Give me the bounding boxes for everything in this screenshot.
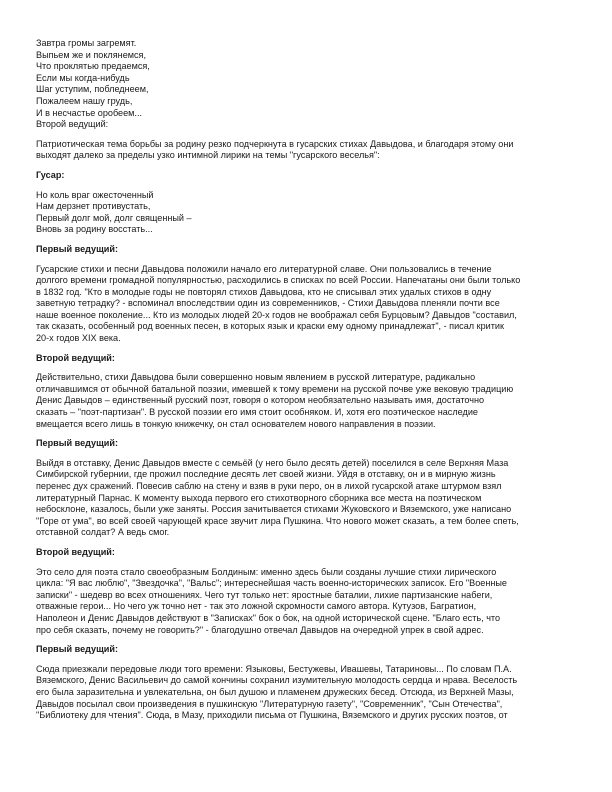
speaker-heading: Второй ведущий: xyxy=(36,546,115,557)
text-line: так сказать, особенный род военных песен, в которых язык и краски ему одному принадлежат", - писал критик xyxy=(36,321,504,332)
document-page xyxy=(36,38,584,730)
text-line: отважные герои... Но чего уж точно нет - так это ложной скромности самого автора. Кутузов, Багратион, xyxy=(36,601,477,612)
poem-line: Второй ведущий: xyxy=(36,119,109,130)
text-line: заветную тетрадку? - вспоминал впоследствии один из современников, - Стихи Давыдова пленяли почти все xyxy=(36,298,500,309)
text-line: небосклоне, казалось, были уже заняты. Россия зачитывается стихами Жуковского и Вяземского, уже написано xyxy=(36,504,512,515)
text-line: отличавшимся от обычной батальной поэзии, имевшей к тому времени на русской почве уже вековую традицию xyxy=(36,383,514,394)
paragraph xyxy=(36,664,584,722)
text-line: перенес дух сражений. Повесив саблю на стену и взяв в руки перо, он в лихой гусарской атаке штурмом взял xyxy=(36,481,502,491)
text-line: в 1832 год. "Кто в молодые годы не повторял стихов Давыдова, кто не списывал этих удалых стихов в одну xyxy=(36,286,492,297)
speaker-heading: Первый ведущий: xyxy=(36,644,118,655)
paragraph xyxy=(36,372,584,430)
text-line: Патриотическая тема борьбы за родину резко подчеркнута в гусарских стихах Давыдова, и благодаря этому они xyxy=(36,138,514,149)
poem-line: Первый долг мой, долг священный – xyxy=(36,212,192,223)
text-line: Гусарские стихи и песни Давыдова положили начало его литературной славе. Они пользовались в течение xyxy=(36,263,492,274)
poem-line: Выпьем же и поклянемся, xyxy=(36,49,146,60)
poem-line: Вновь за родину восстать... xyxy=(36,224,153,235)
text-line: Симбирской губернии, где прожил последние десять лет своей жизни. Уйдя в отставку, он и в мирную жизнь xyxy=(36,469,496,480)
text-line: "Библиотеку для чтения". Сюда, в Мазу, приходили письма от Пушкина, Вяземского и других русских поэтов, от xyxy=(36,710,508,721)
speaker-heading: Первый ведущий: xyxy=(36,438,118,449)
poem-line: И в несчастье оробеем... xyxy=(36,107,142,118)
text-line: долгого времени громадной популярностью, расходились в списках по всей России. Напечатаны они были только xyxy=(36,275,521,286)
text-line: выходят далеко за пределы узко интимной лирики на темы "гусарского веселья": xyxy=(36,150,380,161)
text-line: Наполеон и Денис Давыдов действуют в "Записках" бок о бок, на одной исторической сцене. "Благо есть, что xyxy=(36,612,501,623)
text-line: цикла: "Я вас люблю", "Звездочка", "Вальс"; интереснейшая часть военно-исторических записок. Его "Военные xyxy=(36,578,507,589)
text-line: сказать – "поэт-партизан". В русской поэзии его имя стоит особняком. И, хотя его поэтическое наследие xyxy=(36,407,478,418)
text-line: наше военное поколение... Кто из молодых людей 20-х годов не воображал себя Бурцовым? Давыдов "составил, xyxy=(36,309,517,320)
text-line: отставной солдат? А ведь смог. xyxy=(36,527,170,538)
poem-line: Если мы когда-нибудь xyxy=(36,72,130,83)
poem-line: Шаг уступим, побледнеем, xyxy=(36,84,149,95)
poem-stanza xyxy=(36,38,584,131)
text-line: вмещается всего лишь в тонкую книжечку, он стал основателем нового направления в поэзии. xyxy=(36,418,436,429)
text-line: Давыдов посылал свои произведения в пушкинскую "Литературную газету", "Современник", "Сын Отечества", xyxy=(36,698,503,709)
text-line: Выйдя в отставку, Денис Давыдов вместе с семьёй (у него было десять детей) поселился в селе Верхняя Маза xyxy=(36,457,509,468)
text-line: записки" - шедевр во всех отношениях. Чего тут только нет: яростные баталии, лихие партизанские набеги, xyxy=(36,589,493,600)
text-line: Денис Давыдов – единственный русский поэт, говоря о котором необязательно называть имя, достаточно xyxy=(36,395,485,406)
text-line: Вяземского, Денис Васильевич до самой кончины сохранил изумительную молодость сердца и нрава. Веселость xyxy=(36,675,518,686)
speaker-heading: Гусар: xyxy=(36,169,65,180)
text-line: 20-х годов XIX века. xyxy=(36,333,121,344)
text-line: Это село для поэта стало своеобразным Болдиным: именно здесь были созданы лучшие стихи лирического xyxy=(36,566,497,577)
paragraph xyxy=(36,567,584,637)
text-line: литературный Парнас. К моменту выхода первого его стихотворного сборника все места на поэтическом xyxy=(36,492,482,503)
poem-line: Но коль враг ожесточенный xyxy=(36,189,154,200)
speaker-heading: Второй ведущий: xyxy=(36,352,115,363)
text-line: про себя сказать, почему не говорить?" - благодушно отвечал Давыдов на очередной упрек в свой адрес. xyxy=(36,624,484,635)
poem-line: Что проклятью предаемся, xyxy=(36,61,150,72)
paragraph xyxy=(36,458,584,539)
text-line: "Горе от ума", во всей своей чарующей красе звучит лира Пушкина. Что нового может сказать, а тем более спеть, xyxy=(36,515,519,526)
poem-line: Нам дерзнет противустать, xyxy=(36,201,151,212)
text-line: Сюда приезжали передовые люди того времени: Языковы, Бестужевы, Ивашевы, Татариновы... По словам П.А. xyxy=(36,663,512,674)
poem-stanza xyxy=(36,190,584,236)
speaker-heading: Первый ведущий: xyxy=(36,243,118,254)
poem-line: Завтра громы загремят. xyxy=(36,38,137,48)
paragraph xyxy=(36,139,584,162)
poem-line: Пожалеем нашу грудь, xyxy=(36,95,133,106)
paragraph xyxy=(36,264,584,345)
text-line: Действительно, стихи Давыдова были совершенно новым явлением в русской литературе, радикально xyxy=(36,372,476,383)
text-line: его была заразительна и увлекательна, он был душою и пламенем дружеских бесед. Отсюда, из Верхней Мазы, xyxy=(36,686,514,697)
